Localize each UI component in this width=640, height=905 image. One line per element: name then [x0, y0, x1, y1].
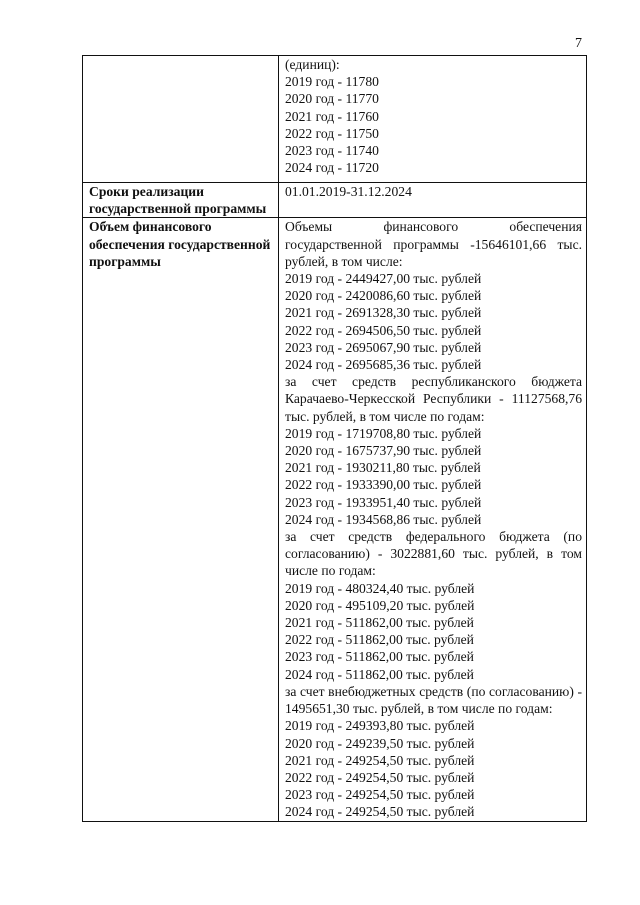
funding-cell [279, 218, 587, 821]
federal-year-line: 2019 год - 480324,40 тыс. рублей [285, 580, 475, 596]
republic-year-line: 2023 год - 1933951,40 тыс. рублей [285, 494, 482, 510]
terms-value: 01.01.2019-31.12.2024 [279, 183, 587, 218]
table-row [83, 183, 587, 218]
republic-budget-intro: за счет средств республиканского бюджета Карачаево-Черкесской Республики - 11127568,76 тыс. рублей, в том числе по годам: [285, 374, 582, 424]
offbudget-intro: за счет внебюджетных средств (по согласованию) - 1495651,30 тыс. рублей, в том числе по годам: [285, 683, 582, 717]
indicator-unit: (единиц): [285, 57, 340, 72]
federal-budget-intro: за счет средств федерального бюджета (по согласованию) - 3022881,60 тыс. рублей, в том числе по годам: [285, 529, 582, 579]
indicator-year-value: 2022 год - 11750 [285, 125, 379, 141]
offbudget-year-line: 2020 год - 249239,50 тыс. рублей [285, 735, 475, 751]
federal-year-line: 2024 год - 511862,00 тыс. рублей [285, 666, 474, 682]
republic-year-line: 2020 год - 1675737,90 тыс. рублей [285, 443, 482, 459]
republic-year-line: 2024 год - 1934568,86 тыс. рублей [285, 511, 482, 527]
indicator-values-cell [279, 56, 587, 183]
row-label-funding: Объем финансового обеспечения государственной программы [83, 218, 279, 821]
offbudget-year-line: 2019 год - 249393,80 тыс. рублей [285, 718, 475, 734]
indicator-year-value: 2020 год - 11770 [285, 91, 379, 107]
republic-year-line: 2019 год - 1719708,80 тыс. рублей [285, 425, 482, 441]
offbudget-year-line: 2021 год - 249254,50 тыс. рублей [285, 752, 475, 768]
offbudget-year-line: 2023 год - 249254,50 тыс. рублей [285, 787, 475, 803]
indicator-year-value: 2024 год - 11720 [285, 160, 379, 176]
table-row [83, 56, 587, 183]
program-passport-table [82, 55, 587, 822]
funding-year-line: 2022 год - 2694506,50 тыс. рублей [285, 322, 482, 338]
row-label-terms: Сроки реализации государственной программы [83, 183, 279, 218]
funding-year-line: 2023 год - 2695067,90 тыс. рублей [285, 339, 482, 355]
federal-year-line: 2020 год - 495109,20 тыс. рублей [285, 597, 475, 613]
republic-year-line: 2021 год - 1930211,80 тыс. рублей [285, 460, 481, 476]
funding-intro: Объемы финансового обеспечения государственной программы -15646101,66 тыс. рублей, в том числе: [285, 219, 582, 269]
funding-year-line: 2024 год - 2695685,36 тыс. рублей [285, 357, 482, 373]
page-number: 7 [575, 36, 582, 51]
table-row [83, 218, 587, 821]
funding-year-line: 2021 год - 2691328,30 тыс. рублей [285, 305, 482, 321]
federal-year-line: 2023 год - 511862,00 тыс. рублей [285, 649, 474, 665]
federal-year-line: 2021 год - 511862,00 тыс. рублей [285, 615, 474, 631]
indicator-year-value: 2023 год - 11740 [285, 143, 379, 159]
funding-year-line: 2019 год - 2449427,00 тыс. рублей [285, 271, 482, 287]
indicator-year-value: 2021 год - 11760 [285, 108, 379, 124]
offbudget-year-line: 2024 год - 249254,50 тыс. рублей [285, 804, 475, 820]
funding-year-line: 2020 год - 2420086,60 тыс. рублей [285, 288, 482, 304]
row-label-empty [83, 56, 279, 183]
indicator-year-value: 2019 год - 11780 [285, 74, 379, 90]
offbudget-year-line: 2022 год - 249254,50 тыс. рублей [285, 769, 475, 785]
republic-year-line: 2022 год - 1933390,00 тыс. рублей [285, 477, 482, 493]
federal-year-line: 2022 год - 511862,00 тыс. рублей [285, 632, 474, 648]
